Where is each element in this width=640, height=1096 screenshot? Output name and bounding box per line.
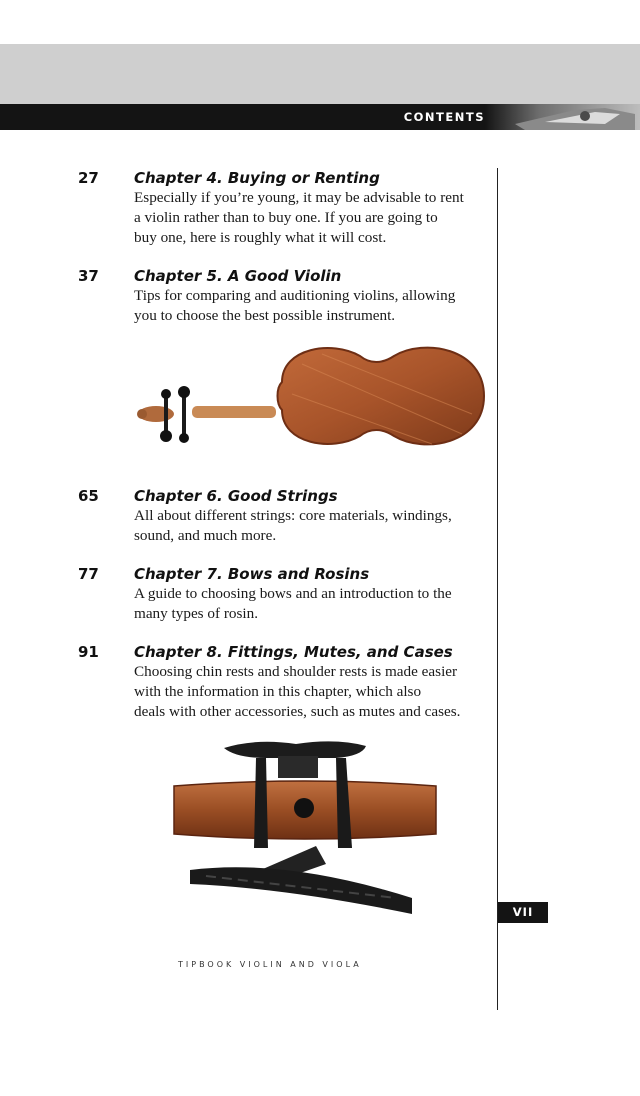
chapter-title[interactable]: Chapter 8. Fittings, Mutes, and Cases <box>134 643 453 661</box>
chapter-title[interactable]: Chapter 6. Good Strings <box>134 487 338 505</box>
desc-line: a violin rather than to buy one. If you are going to <box>134 209 438 226</box>
desc-line: deals with other accessories, such as mutes and cases. <box>134 703 461 720</box>
chinrest-shoulder-rest-image <box>166 738 442 918</box>
page-ref: 27 <box>78 169 99 187</box>
margin-rule <box>497 168 498 1010</box>
desc-line: many types of rosin. <box>134 605 259 622</box>
desc-line: Choosing chin rests and shoulder rests is made easier <box>134 663 458 680</box>
page-number: VII <box>498 902 548 923</box>
running-footer: TIPBOOK VIOLIN AND VIOLA <box>178 960 362 969</box>
chapter-description <box>134 662 486 722</box>
page-ref: 91 <box>78 643 99 661</box>
section-title: CONTENTS <box>403 110 485 124</box>
page-ref: 77 <box>78 565 99 583</box>
violin-back-image <box>132 334 486 456</box>
chapter-description <box>134 584 486 624</box>
desc-line: Tips for comparing and auditioning violins, allowing <box>134 287 456 304</box>
desc-line: you to choose the best possible instrument. <box>134 307 396 324</box>
chapter-title[interactable]: Chapter 7. Bows and Rosins <box>134 565 370 583</box>
page-ref: 65 <box>78 487 99 505</box>
top-band <box>0 44 640 104</box>
desc-line: buy one, here is roughly what it will cost. <box>134 229 387 246</box>
desc-line: All about different strings: core materials, windings, <box>134 507 452 524</box>
desc-line: with the information in this chapter, which also <box>134 683 422 700</box>
page-ref: 37 <box>78 267 99 285</box>
chapter-description <box>134 286 486 326</box>
desc-line: sound, and much more. <box>134 527 277 544</box>
chapter-title[interactable]: Chapter 4. Buying or Renting <box>134 169 380 187</box>
header-violin-image <box>485 104 640 130</box>
desc-line: A guide to choosing bows and an introduction to the <box>134 585 452 602</box>
desc-line: Especially if you’re young, it may be advisable to rent <box>134 189 464 206</box>
chapter-description <box>134 188 486 248</box>
chapter-title[interactable]: Chapter 5. A Good Violin <box>134 267 342 285</box>
chapter-description <box>134 506 486 546</box>
